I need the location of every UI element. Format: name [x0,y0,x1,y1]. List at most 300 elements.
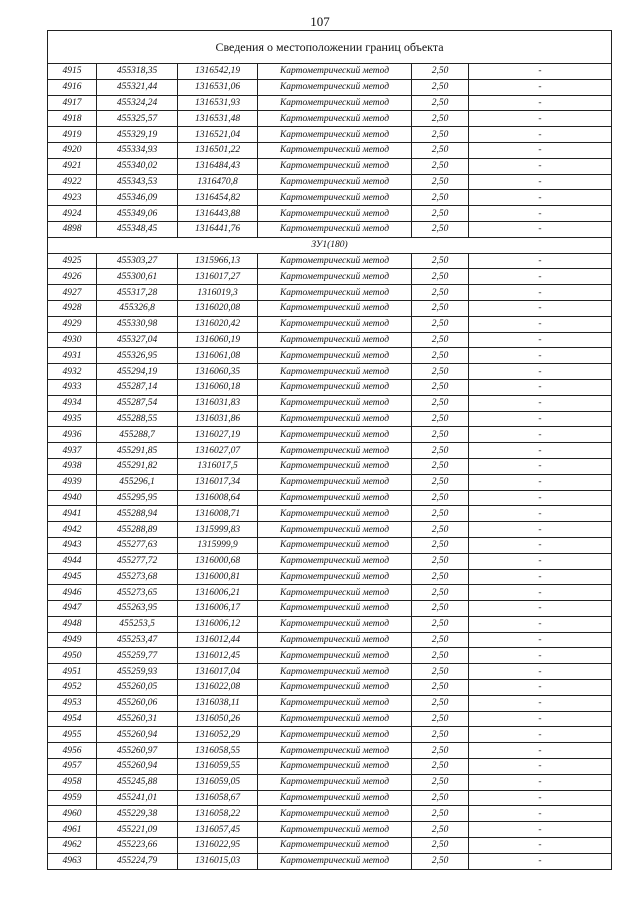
cell-y-coordinate: 1316022,95 [178,838,258,854]
cell-precision: 2,50 [412,348,469,364]
cell-description: - [469,790,612,806]
cell-x-coordinate: 455273,68 [97,569,178,585]
cell-y-coordinate: 1316017,5 [178,458,258,474]
cell-precision: 2,50 [412,79,469,95]
table-row [48,853,612,869]
page-number: 107 [310,14,330,29]
cell-x-coordinate: 455263,95 [97,601,178,617]
cell-point-number: 4931 [48,348,97,364]
cell-y-coordinate: 1316531,93 [178,95,258,111]
cell-y-coordinate: 1316012,45 [178,648,258,664]
cell-y-coordinate: 1316531,48 [178,111,258,127]
cell-y-coordinate: 1316031,83 [178,395,258,411]
table-row [48,569,612,585]
cell-precision: 2,50 [412,285,469,301]
cell-x-coordinate: 455300,61 [97,269,178,285]
table-row [48,79,612,95]
cell-precision: 2,50 [412,190,469,206]
cell-precision: 2,50 [412,648,469,664]
cell-description: - [469,569,612,585]
cell-precision: 2,50 [412,601,469,617]
cell-description: - [469,853,612,869]
table-row [48,364,612,380]
cell-description: - [469,427,612,443]
cell-method: Картометрический метод [258,79,412,95]
cell-x-coordinate: 455334,93 [97,142,178,158]
cell-description: - [469,221,612,237]
cell-point-number: 4933 [48,379,97,395]
cell-precision: 2,50 [412,95,469,111]
cell-x-coordinate: 455349,06 [97,206,178,222]
cell-method: Картометрический метод [258,206,412,222]
table-row [48,664,612,680]
table-row [48,601,612,617]
cell-method: Картометрический метод [258,111,412,127]
table-row [48,221,612,237]
cell-description: - [469,537,612,553]
cell-y-coordinate: 1316454,82 [178,190,258,206]
cell-point-number: 4961 [48,822,97,838]
cell-point-number: 4926 [48,269,97,285]
cell-description: - [469,64,612,80]
cell-x-coordinate: 455259,93 [97,664,178,680]
cell-y-coordinate: 1316531,06 [178,79,258,95]
table-row [48,253,612,269]
section-label: ЗУ1(180) [48,237,612,253]
cell-description: - [469,458,612,474]
cell-point-number: 4924 [48,206,97,222]
cell-point-number: 4957 [48,759,97,775]
cell-point-number: 4951 [48,664,97,680]
cell-precision: 2,50 [412,158,469,174]
cell-y-coordinate: 1316484,43 [178,158,258,174]
table-row [48,553,612,569]
cell-method: Картометрический метод [258,632,412,648]
cell-precision: 2,50 [412,64,469,80]
cell-point-number: 4928 [48,300,97,316]
cell-method: Картометрический метод [258,711,412,727]
cell-description: - [469,443,612,459]
cell-description: - [469,490,612,506]
cell-description: - [469,253,612,269]
cell-method: Картометрический метод [258,379,412,395]
cell-method: Картометрический метод [258,190,412,206]
cell-y-coordinate: 1316015,03 [178,853,258,869]
cell-precision: 2,50 [412,269,469,285]
cell-y-coordinate: 1316470,8 [178,174,258,190]
cell-y-coordinate: 1316060,35 [178,364,258,380]
cell-y-coordinate: 1316017,27 [178,269,258,285]
cell-x-coordinate: 455288,89 [97,522,178,538]
cell-method: Картометрический метод [258,253,412,269]
cell-description: - [469,774,612,790]
cell-x-coordinate: 455327,04 [97,332,178,348]
table-row [48,269,612,285]
cell-y-coordinate: 1316012,44 [178,632,258,648]
cell-y-coordinate: 1316060,18 [178,379,258,395]
table-row [48,695,612,711]
cell-precision: 2,50 [412,379,469,395]
cell-x-coordinate: 455241,01 [97,790,178,806]
cell-y-coordinate: 1316058,55 [178,743,258,759]
cell-point-number: 4918 [48,111,97,127]
cell-method: Картометрический метод [258,221,412,237]
cell-y-coordinate: 1316006,17 [178,601,258,617]
cell-y-coordinate: 1316061,08 [178,348,258,364]
cell-description: - [469,695,612,711]
table-row [48,332,612,348]
cell-x-coordinate: 455340,02 [97,158,178,174]
cell-method: Картометрический метод [258,506,412,522]
cell-method: Картометрический метод [258,269,412,285]
section-row [48,237,612,253]
cell-x-coordinate: 455330,98 [97,316,178,332]
table-row [48,506,612,522]
table-row [48,127,612,143]
cell-description: - [469,174,612,190]
cell-y-coordinate: 1316058,67 [178,790,258,806]
cell-precision: 2,50 [412,680,469,696]
cell-precision: 2,50 [412,206,469,222]
cell-x-coordinate: 455291,85 [97,443,178,459]
cell-description: - [469,127,612,143]
cell-point-number: 4932 [48,364,97,380]
cell-point-number: 4960 [48,806,97,822]
cell-method: Картометрический метод [258,853,412,869]
table-row [48,743,612,759]
cell-point-number: 4955 [48,727,97,743]
cell-method: Картометрический метод [258,695,412,711]
cell-precision: 2,50 [412,364,469,380]
cell-precision: 2,50 [412,142,469,158]
table-row [48,585,612,601]
cell-description: - [469,680,612,696]
cell-point-number: 4952 [48,680,97,696]
cell-x-coordinate: 455318,35 [97,64,178,80]
cell-point-number: 4948 [48,616,97,632]
cell-method: Картометрический метод [258,127,412,143]
cell-description: - [469,664,612,680]
cell-y-coordinate: 1316020,42 [178,316,258,332]
cell-method: Картометрический метод [258,411,412,427]
cell-y-coordinate: 1316006,21 [178,585,258,601]
cell-y-coordinate: 1316008,71 [178,506,258,522]
cell-description: - [469,711,612,727]
cell-description: - [469,79,612,95]
cell-method: Картометрический метод [258,490,412,506]
cell-point-number: 4942 [48,522,97,538]
cell-description: - [469,522,612,538]
cell-y-coordinate: 1316022,08 [178,680,258,696]
cell-method: Картометрический метод [258,285,412,301]
cell-method: Картометрический метод [258,174,412,190]
cell-point-number: 4950 [48,648,97,664]
table-row [48,395,612,411]
cell-method: Картометрический метод [258,537,412,553]
cell-x-coordinate: 455294,19 [97,364,178,380]
cell-point-number: 4943 [48,537,97,553]
cell-description: - [469,648,612,664]
cell-x-coordinate: 455291,82 [97,458,178,474]
cell-description: - [469,585,612,601]
cell-x-coordinate: 455273,65 [97,585,178,601]
cell-precision: 2,50 [412,790,469,806]
table-row [48,806,612,822]
cell-description: - [469,190,612,206]
cell-x-coordinate: 455260,94 [97,727,178,743]
cell-x-coordinate: 455287,54 [97,395,178,411]
cell-x-coordinate: 455260,97 [97,743,178,759]
table-row [48,142,612,158]
cell-method: Картометрический метод [258,95,412,111]
cell-precision: 2,50 [412,759,469,775]
table-row [48,111,612,127]
table-row [48,427,612,443]
cell-method: Картометрический метод [258,790,412,806]
table-row [48,174,612,190]
cell-point-number: 4898 [48,221,97,237]
cell-method: Картометрический метод [258,553,412,569]
cell-method: Картометрический метод [258,601,412,617]
cell-method: Картометрический метод [258,443,412,459]
cell-description: - [469,506,612,522]
cell-method: Картометрический метод [258,774,412,790]
cell-precision: 2,50 [412,743,469,759]
cell-method: Картометрический метод [258,316,412,332]
cell-point-number: 4915 [48,64,97,80]
table-row [48,838,612,854]
cell-x-coordinate: 455260,06 [97,695,178,711]
cell-x-coordinate: 455277,63 [97,537,178,553]
cell-method: Картометрический метод [258,64,412,80]
table-row [48,648,612,664]
cell-x-coordinate: 455324,24 [97,95,178,111]
cell-description: - [469,111,612,127]
cell-description: - [469,632,612,648]
cell-x-coordinate: 455303,27 [97,253,178,269]
cell-y-coordinate: 1316000,68 [178,553,258,569]
cell-description: - [469,616,612,632]
cell-y-coordinate: 1315999,83 [178,522,258,538]
cell-method: Картометрический метод [258,585,412,601]
table-row [48,616,612,632]
table-row [48,774,612,790]
cell-description: - [469,474,612,490]
cell-method: Картометрический метод [258,822,412,838]
cell-description: - [469,285,612,301]
cell-precision: 2,50 [412,443,469,459]
cell-point-number: 4947 [48,601,97,617]
table-row [48,190,612,206]
cell-precision: 2,50 [412,632,469,648]
boundary-coordinates-table [47,30,612,870]
cell-point-number: 4956 [48,743,97,759]
cell-y-coordinate: 1316050,26 [178,711,258,727]
cell-point-number: 4927 [48,285,97,301]
cell-description: - [469,332,612,348]
cell-precision: 2,50 [412,711,469,727]
cell-description: - [469,838,612,854]
cell-method: Картометрический метод [258,616,412,632]
cell-precision: 2,50 [412,490,469,506]
table-row [48,680,612,696]
cell-point-number: 4953 [48,695,97,711]
cell-x-coordinate: 455229,38 [97,806,178,822]
table-row [48,711,612,727]
cell-description: - [469,95,612,111]
cell-point-number: 4919 [48,127,97,143]
cell-precision: 2,50 [412,395,469,411]
cell-y-coordinate: 1316058,22 [178,806,258,822]
cell-precision: 2,50 [412,221,469,237]
cell-precision: 2,50 [412,300,469,316]
cell-precision: 2,50 [412,474,469,490]
table-row [48,790,612,806]
cell-precision: 2,50 [412,458,469,474]
table-row [48,411,612,427]
cell-point-number: 4930 [48,332,97,348]
cell-description: - [469,158,612,174]
cell-description: - [469,316,612,332]
cell-x-coordinate: 455277,72 [97,553,178,569]
cell-method: Картометрический метод [258,569,412,585]
table-row [48,458,612,474]
cell-y-coordinate: 1316008,64 [178,490,258,506]
cell-x-coordinate: 455321,44 [97,79,178,95]
cell-y-coordinate: 1316031,86 [178,411,258,427]
cell-method: Картометрический метод [258,142,412,158]
cell-method: Картометрический метод [258,364,412,380]
cell-x-coordinate: 455253,47 [97,632,178,648]
cell-x-coordinate: 455260,05 [97,680,178,696]
cell-point-number: 4921 [48,158,97,174]
cell-point-number: 4958 [48,774,97,790]
cell-point-number: 4946 [48,585,97,601]
cell-y-coordinate: 1316020,08 [178,300,258,316]
cell-method: Картометрический метод [258,838,412,854]
cell-point-number: 4959 [48,790,97,806]
cell-x-coordinate: 455287,14 [97,379,178,395]
cell-description: - [469,300,612,316]
cell-y-coordinate: 1316542,19 [178,64,258,80]
cell-method: Картометрический метод [258,332,412,348]
cell-method: Картометрический метод [258,158,412,174]
cell-method: Картометрический метод [258,474,412,490]
cell-precision: 2,50 [412,553,469,569]
cell-precision: 2,50 [412,111,469,127]
cell-y-coordinate: 1316441,76 [178,221,258,237]
cell-point-number: 4925 [48,253,97,269]
cell-method: Картометрический метод [258,680,412,696]
cell-y-coordinate: 1316501,22 [178,142,258,158]
cell-y-coordinate: 1316443,88 [178,206,258,222]
cell-x-coordinate: 455326,95 [97,348,178,364]
table-row [48,158,612,174]
cell-point-number: 4929 [48,316,97,332]
cell-description: - [469,269,612,285]
cell-x-coordinate: 455296,1 [97,474,178,490]
cell-precision: 2,50 [412,822,469,838]
table-row [48,537,612,553]
cell-precision: 2,50 [412,616,469,632]
cell-x-coordinate: 455288,7 [97,427,178,443]
cell-description: - [469,727,612,743]
table-row [48,95,612,111]
table-title-row [48,31,612,64]
cell-precision: 2,50 [412,522,469,538]
cell-y-coordinate: 1316027,19 [178,427,258,443]
cell-point-number: 4941 [48,506,97,522]
cell-y-coordinate: 1315966,13 [178,253,258,269]
cell-method: Картометрический метод [258,759,412,775]
cell-y-coordinate: 1316019,3 [178,285,258,301]
cell-precision: 2,50 [412,774,469,790]
cell-method: Картометрический метод [258,664,412,680]
cell-y-coordinate: 1316017,34 [178,474,258,490]
cell-x-coordinate: 455295,95 [97,490,178,506]
cell-x-coordinate: 455260,31 [97,711,178,727]
cell-precision: 2,50 [412,127,469,143]
cell-description: - [469,142,612,158]
cell-precision: 2,50 [412,174,469,190]
cell-description: - [469,348,612,364]
cell-method: Картометрический метод [258,806,412,822]
table-row [48,759,612,775]
cell-y-coordinate: 1316027,07 [178,443,258,459]
cell-y-coordinate: 1316521,04 [178,127,258,143]
cell-precision: 2,50 [412,253,469,269]
cell-point-number: 4945 [48,569,97,585]
cell-description: - [469,601,612,617]
cell-y-coordinate: 1316059,55 [178,759,258,775]
cell-description: - [469,759,612,775]
cell-description: - [469,822,612,838]
cell-point-number: 4934 [48,395,97,411]
cell-precision: 2,50 [412,411,469,427]
cell-x-coordinate: 455259,77 [97,648,178,664]
cell-x-coordinate: 455224,79 [97,853,178,869]
table-row [48,316,612,332]
cell-point-number: 4939 [48,474,97,490]
cell-point-number: 4922 [48,174,97,190]
cell-x-coordinate: 455325,57 [97,111,178,127]
table-row [48,300,612,316]
cell-method: Картометрический метод [258,395,412,411]
cell-point-number: 4949 [48,632,97,648]
cell-point-number: 4935 [48,411,97,427]
cell-x-coordinate: 455221,09 [97,822,178,838]
cell-precision: 2,50 [412,853,469,869]
cell-description: - [469,206,612,222]
cell-method: Картометрический метод [258,727,412,743]
cell-point-number: 4936 [48,427,97,443]
cell-precision: 2,50 [412,806,469,822]
table-row [48,348,612,364]
cell-description: - [469,364,612,380]
table-body [48,31,612,870]
cell-y-coordinate: 1315999,9 [178,537,258,553]
cell-method: Картометрический метод [258,300,412,316]
cell-x-coordinate: 455346,09 [97,190,178,206]
table-row [48,727,612,743]
cell-description: - [469,411,612,427]
table-row [48,632,612,648]
cell-method: Картометрический метод [258,648,412,664]
cell-method: Картометрический метод [258,522,412,538]
cell-precision: 2,50 [412,585,469,601]
cell-x-coordinate: 455343,53 [97,174,178,190]
table-row [48,285,612,301]
